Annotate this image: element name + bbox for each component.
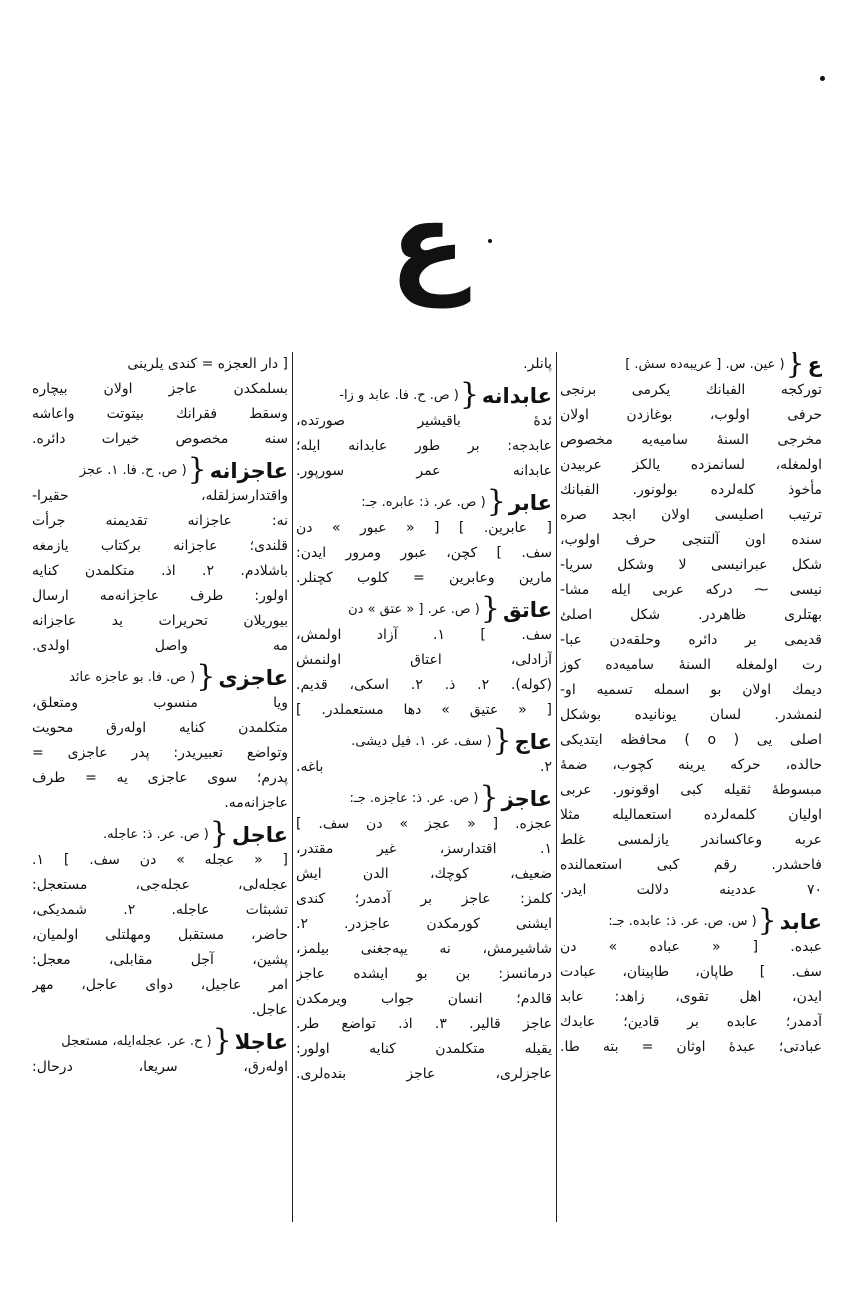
etymology: ( سف. عر. ١. فيل ديشى. [351,734,492,749]
definition-line: قلندى؛ عاجزانه بركتاب يازمغه [32,538,288,554]
definition-line: عاجل. [251,1002,288,1018]
headword: ع [807,353,822,377]
entry-head [560,352,822,381]
entry-head [296,723,552,758]
brace-mark: { [196,659,216,694]
definition-line: عابدانه عمر سورپور. [296,463,552,479]
headword: عاجل [231,823,288,847]
definition-line: [ « عجله » دن سف. ] ١. [32,852,288,868]
dictionary-entry [560,903,822,1060]
headword: عاجلا [234,1030,288,1054]
definition-line: ايشنى كورمكدن عاجزدر. ٢. [296,916,552,932]
headword: عاج [514,730,552,754]
definition-line: شكل عبرانيسى لا وشكل سريا- [560,557,822,573]
definition-line: پدرم؛ سوى عاجزى يه = طرف [32,770,288,786]
etymology: ( ص. عر. [ « عتق » دن [348,602,480,617]
etymology: ( ص. عر. ذ: عاجزه. جـ: [349,791,479,806]
definition-line: سف. ] ١. آزاد اولمش، [296,627,552,643]
brace-mark: { [459,377,479,412]
brace-mark: { [492,723,512,758]
headword: عاجزانه [209,459,288,483]
definition-line: متكلمدن كنايه اوله‌رق محويت [32,720,288,736]
brace-mark: { [486,484,506,519]
definition-line: قالدم؛ انسان جواب ويرمكدن [296,991,552,1007]
definition-line: آزادلى، اعتاق اولنمش [296,652,552,668]
entry-head [296,591,552,626]
definition-line: ٧٠ عددينه دلالت ايدر. [560,882,822,898]
etymology: ( ص. فا. بو عاجزه عائد [69,670,196,685]
dictionary-entry [32,1023,288,1080]
definition-line: مخرجى السنهٔ ساميه‌يه مخصوص [560,432,822,448]
definition-line: [ دار العجزه = كندى يلرينى [127,356,288,372]
definition-line: عجله‌لى، عجله‌جى، مستعجل: [32,877,288,893]
definition-line: مبسوطهٔ ثقيله كبى اوقونور. عربى [560,782,822,798]
definition-line: سف. ] طاپان، طاپينان، عبادت [560,964,822,980]
column-right [560,352,822,1312]
definition-line: (كوله). ٢. ذ. ٢. اسكى، قديم. [296,677,552,693]
etymology: ( عين. س. [ عريبه‌ده سش. ] [625,357,785,372]
brace-mark: { [785,352,805,381]
definition-line: فاحشدر. رقم كبى استعمالنده [560,857,822,873]
definition-line: شاشيرمش، نه يپه‌جغنى بيلمز، [296,941,552,957]
definition-line: سنده اون آلتنجى حرف اولوب، [560,532,822,548]
definition-line: ١. اقتدارسز، غير مقتدر، [296,841,552,857]
entry-head [296,484,552,519]
brace-mark: { [209,816,229,851]
definition-line: ئدهٔ باقيشير صورتده، [296,413,552,429]
definition-line: نيسى ⁓ دركه عربى ايله مشا- [560,582,822,598]
dictionary-entry [296,591,552,723]
definition-line: اولمغله، لسانمزده يالكز عربيدن [560,457,822,473]
dictionary-entry [32,659,288,816]
definition-line: مأخوذ كله‌لرده بولونور. الفبانك [560,482,822,498]
definition-line: مارين وعابرين = كلوب كچنلر. [296,570,552,586]
definition-line: سنه مخصوص خيرات دائره. [32,431,288,447]
column-middle [296,352,552,1312]
definition-line: ٢. باغه. [296,759,552,775]
definition-line: عبده. [ « عباده » دن [560,939,822,955]
definition-line: ترتيب اصليسى اولان ابجد صره‌ [560,507,822,523]
letter-dot [488,239,492,243]
definition-line: يقيله متكلمدن كنايه اولور: [296,1041,552,1057]
dictionary-entry [32,816,288,1023]
definition-line: پشين، آجل مقابلى، معجل: [32,952,288,968]
definition-line: وسقط فقرانك بيتوتت واعاشه‌ [32,406,288,422]
dictionary-entry [296,723,552,780]
definition-line: واقتدارسزلقله، حقيرا- [32,488,288,504]
definition-line: ايدن، اهل تقوى، زاهد: عابد [560,989,822,1005]
definition-line: اوليان كلمه‌لرده استعماليله مثلا [560,807,822,823]
entry-head [296,780,552,815]
definition-line: كلمز: عاجز بر آدمدر؛ كندى [296,891,552,907]
definition-line: تورکجه الفبانك يكرمى برنجى [560,382,822,398]
etymology: ( س. ص. عر. ذ: عابده. جـ: [608,914,757,929]
definition-line: حاضر، مستقبل ومهلتلى اولميان، [32,927,288,943]
etymology: ( ص. ح. فا. ١. عجز [79,463,187,478]
definition-line: حرفى اولوب، بوغازدن اولان [560,407,822,423]
headword: عاتق [502,598,552,622]
definition-line: اولور: طرف عاجزانه‌مه ارسال [32,588,288,604]
definition-line: درمانسز: بن بو ايشده عاجز [296,966,552,982]
definition-line: بهتلرى ظاهردر. شكل اصلئ [560,607,822,623]
dictionary-entry [296,484,552,591]
definition-line: وتواضع تعبيريدر: پدر عاجزى = [32,745,288,761]
entry-continuation [296,352,552,377]
etymology: ( ص. عر. ذ: عابره. جـ: [361,495,486,510]
margin-dot [820,76,825,81]
headword: عابدانه [481,384,552,408]
definition-line: باشلادم. ٢. اذ. متكلمدن كنايه [32,563,288,579]
entry-head [32,452,288,487]
column-divider [292,352,293,1222]
etymology: ( ص. عر. ذ: عاجله. [102,827,209,842]
definition-line: بيوريلان تحريرات يد عاجزانه‌ [32,613,288,629]
entry-continuation [32,352,288,452]
definition-line: امر عاجيل، دواى عاجل، مهر [32,977,288,993]
definition-line: حالده، حركه يرينه كچوب، ضمهٔ [560,757,822,773]
definition-line: اوله‌رق، سريعا، درحال: [32,1059,288,1075]
definition-line: ديمك اولان بو اسمله تسميه او- [560,682,822,698]
definition-line: رت اولمغله السنهٔ ساميه‌ده كوز [560,657,822,673]
dictionary-entry [32,452,288,659]
definition-line: [ عابرين. ] [ « عبور » دن [296,520,552,536]
definition-line: مه واصل اولدى. [32,638,288,654]
definition-line: لنمشدر. لسان يونانيده بوشكل [560,707,822,723]
entry-head [32,659,288,694]
entry-head [560,903,822,938]
dictionary-entry [560,352,822,903]
entry-head [32,816,288,851]
definition-line: [ « عتيق » دها مستعملدر. ] [296,702,552,718]
definition-line: عاجزلرى، عاجز بنده‌لرى. [296,1066,552,1082]
definition-line: عبادتى؛ عبدهٔ اوثان = بته طا. [560,1039,822,1055]
brace-mark: { [187,452,207,487]
column-left [32,352,288,1312]
definition-line: نه: عاجزانه تقديمنه جرأت [32,513,288,529]
definition-line: عابدجه: بر طور عابدانه ايله؛ [296,438,552,454]
etymology: ( ح. عر. عجله‌ايله، مستعجل [61,1034,212,1049]
definition-line: عربه وعاكساندر يازلمسى غلط [560,832,822,848]
headword: عابد [779,910,822,934]
brace-mark: { [757,903,777,938]
brace-mark: { [480,591,500,626]
definition-line: تشبثات عاجله. ٢. شمديكى، [32,902,288,918]
definition-line: پانلر. [523,356,552,372]
etymology: ( ص. ح. فا. عابد و زا- [339,388,459,403]
brace-mark: { [212,1023,232,1058]
dictionary-entry [296,780,552,1087]
definition-line: اصلى يى ( o ) محافظه ايتديكى [560,732,822,748]
definition-line: عاجزانه‌مه. [224,795,288,811]
section-letter: ع [389,178,467,308]
definition-line: قديمى بر دائره وحلقه‌دن عبا- [560,632,822,648]
column-divider [556,352,557,1222]
headword: عاجز [501,787,552,811]
definition-line: ويا منسوب ومتعلق، [32,695,288,711]
headword: عاجزى [218,666,288,690]
entry-head [32,1023,288,1058]
brace-mark: { [479,780,499,815]
definition-line: عجزه. [ « عجز » دن سف. ] [296,816,552,832]
definition-line: سف. ] كچن، عبور ومرور ايدن: [296,545,552,561]
definition-line: بسلمكدن عاجز اولان بيچاره [32,381,288,397]
headword: عابر [508,491,552,515]
dictionary-entry [296,377,552,484]
definition-line: آدمدر؛ عابده بر قادين؛ عابدك [560,1014,822,1030]
entry-head [296,377,552,412]
definition-line: ضعيف، كوچك، الدن ايش [296,866,552,882]
definition-line: عاجز قالير. ٣. اذ. تواضع طر. [296,1016,552,1032]
